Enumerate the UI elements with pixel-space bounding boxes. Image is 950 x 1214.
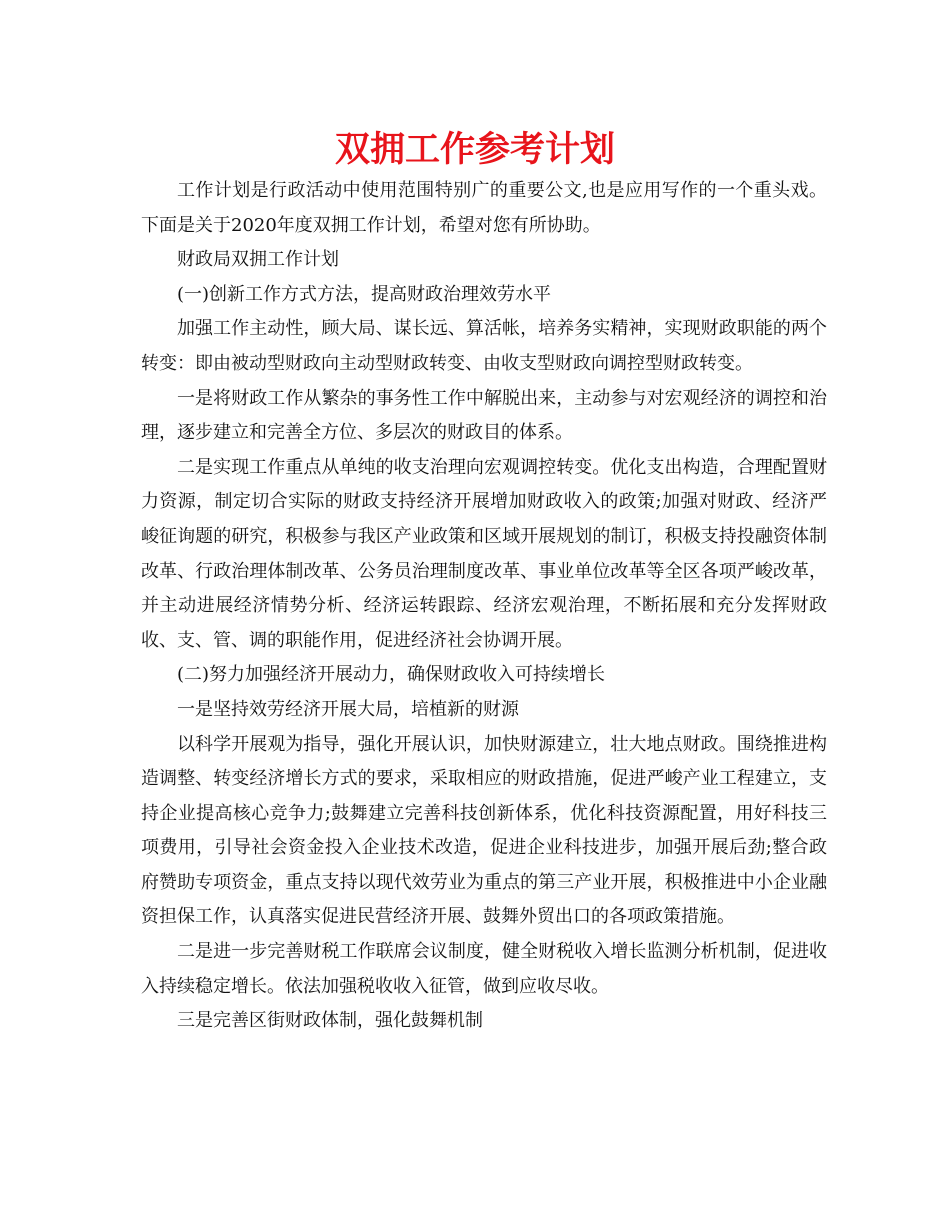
paragraph-intro: 工作计划是行政活动中使用范围特别广的重要公文,也是应用写作的一个重头戏。下面是关于2020年度双拥工作计划，希望对您有所协助。	[141, 180, 827, 236]
paragraph: 加强工作主动性，顾大局、谋长远、算活帐，培养务实精神，实现财政职能的两个转变：即由被动型财政向主动型财政转变、由收支型财政向调控型财政转变。	[141, 318, 827, 374]
document-title: 双拥工作参考计划	[334, 130, 615, 170]
item-heading: 一是坚持效劳经济开展大局，培植新的财源	[177, 698, 519, 720]
paragraph: 以科学开展观为指导，强化开展认识，加快财源建立，壮大地点财政。围绕推进构造调整、转变经济增长方式的要求，采取相应的财政措施，促进严峻产业工程建立，支持企业提高核心竞争力;鼓舞建立完善科技创新体系，优化科技资源配置，用好科技三项费用，引导社会资金投入企业技术改造，促进企业科技进步，加强开展后劲;整合政府赞助专项资金，重点支持以现代效劳业为重点的第三产业开展，积极推进中小企业融资担保工作，认真落实促进民营经济开展、鼓舞外贸出口的各项政策措施。	[141, 733, 827, 928]
section-heading: 财政局双拥工作计划	[177, 249, 339, 271]
subsection-heading-2: (二)努力加强经济开展动力，确保财政收入可持续增长	[177, 664, 606, 686]
paragraph: 一是将财政工作从繁杂的事务性工作中解脱出来，主动参与对宏观经济的调控和治理，逐步建立和完善全方位、多层次的财政目的体系。	[141, 387, 827, 444]
subsection-heading-1: (一)创新工作方式方法，提高财政治理效劳水平	[177, 283, 552, 305]
item-heading: 三是完善区街财政体制，强化鼓舞机制	[177, 1010, 483, 1032]
document-body	[141, 174, 827, 1039]
paragraph: 二是实现工作重点从单纯的收支治理向宏观调控转变。优化支出构造，合理配置财力资源，制定切合实际的财政支持经济开展增加财政收入的政策;加强对财政、经济严峻征询题的研究，积极参与我区产业政策和区域开展规划的制订，积极支持投融资体制改革、行政治理体制改革、公务员治理制度改革、事业单位改革等全区各项严峻改革，并主动进展经济情势分析、经济运转跟踪、经济宏观治理，不断拓展和充分发挥财政收、支、管、调的职能作用，促进经济社会协调开展。	[141, 456, 827, 651]
paragraph: 二是进一步完善财税工作联席会议制度，健全财税收入增长监测分析机制，促进收入持续稳定增长。依法加强税收收入征管，做到应收尽收。	[141, 941, 827, 997]
